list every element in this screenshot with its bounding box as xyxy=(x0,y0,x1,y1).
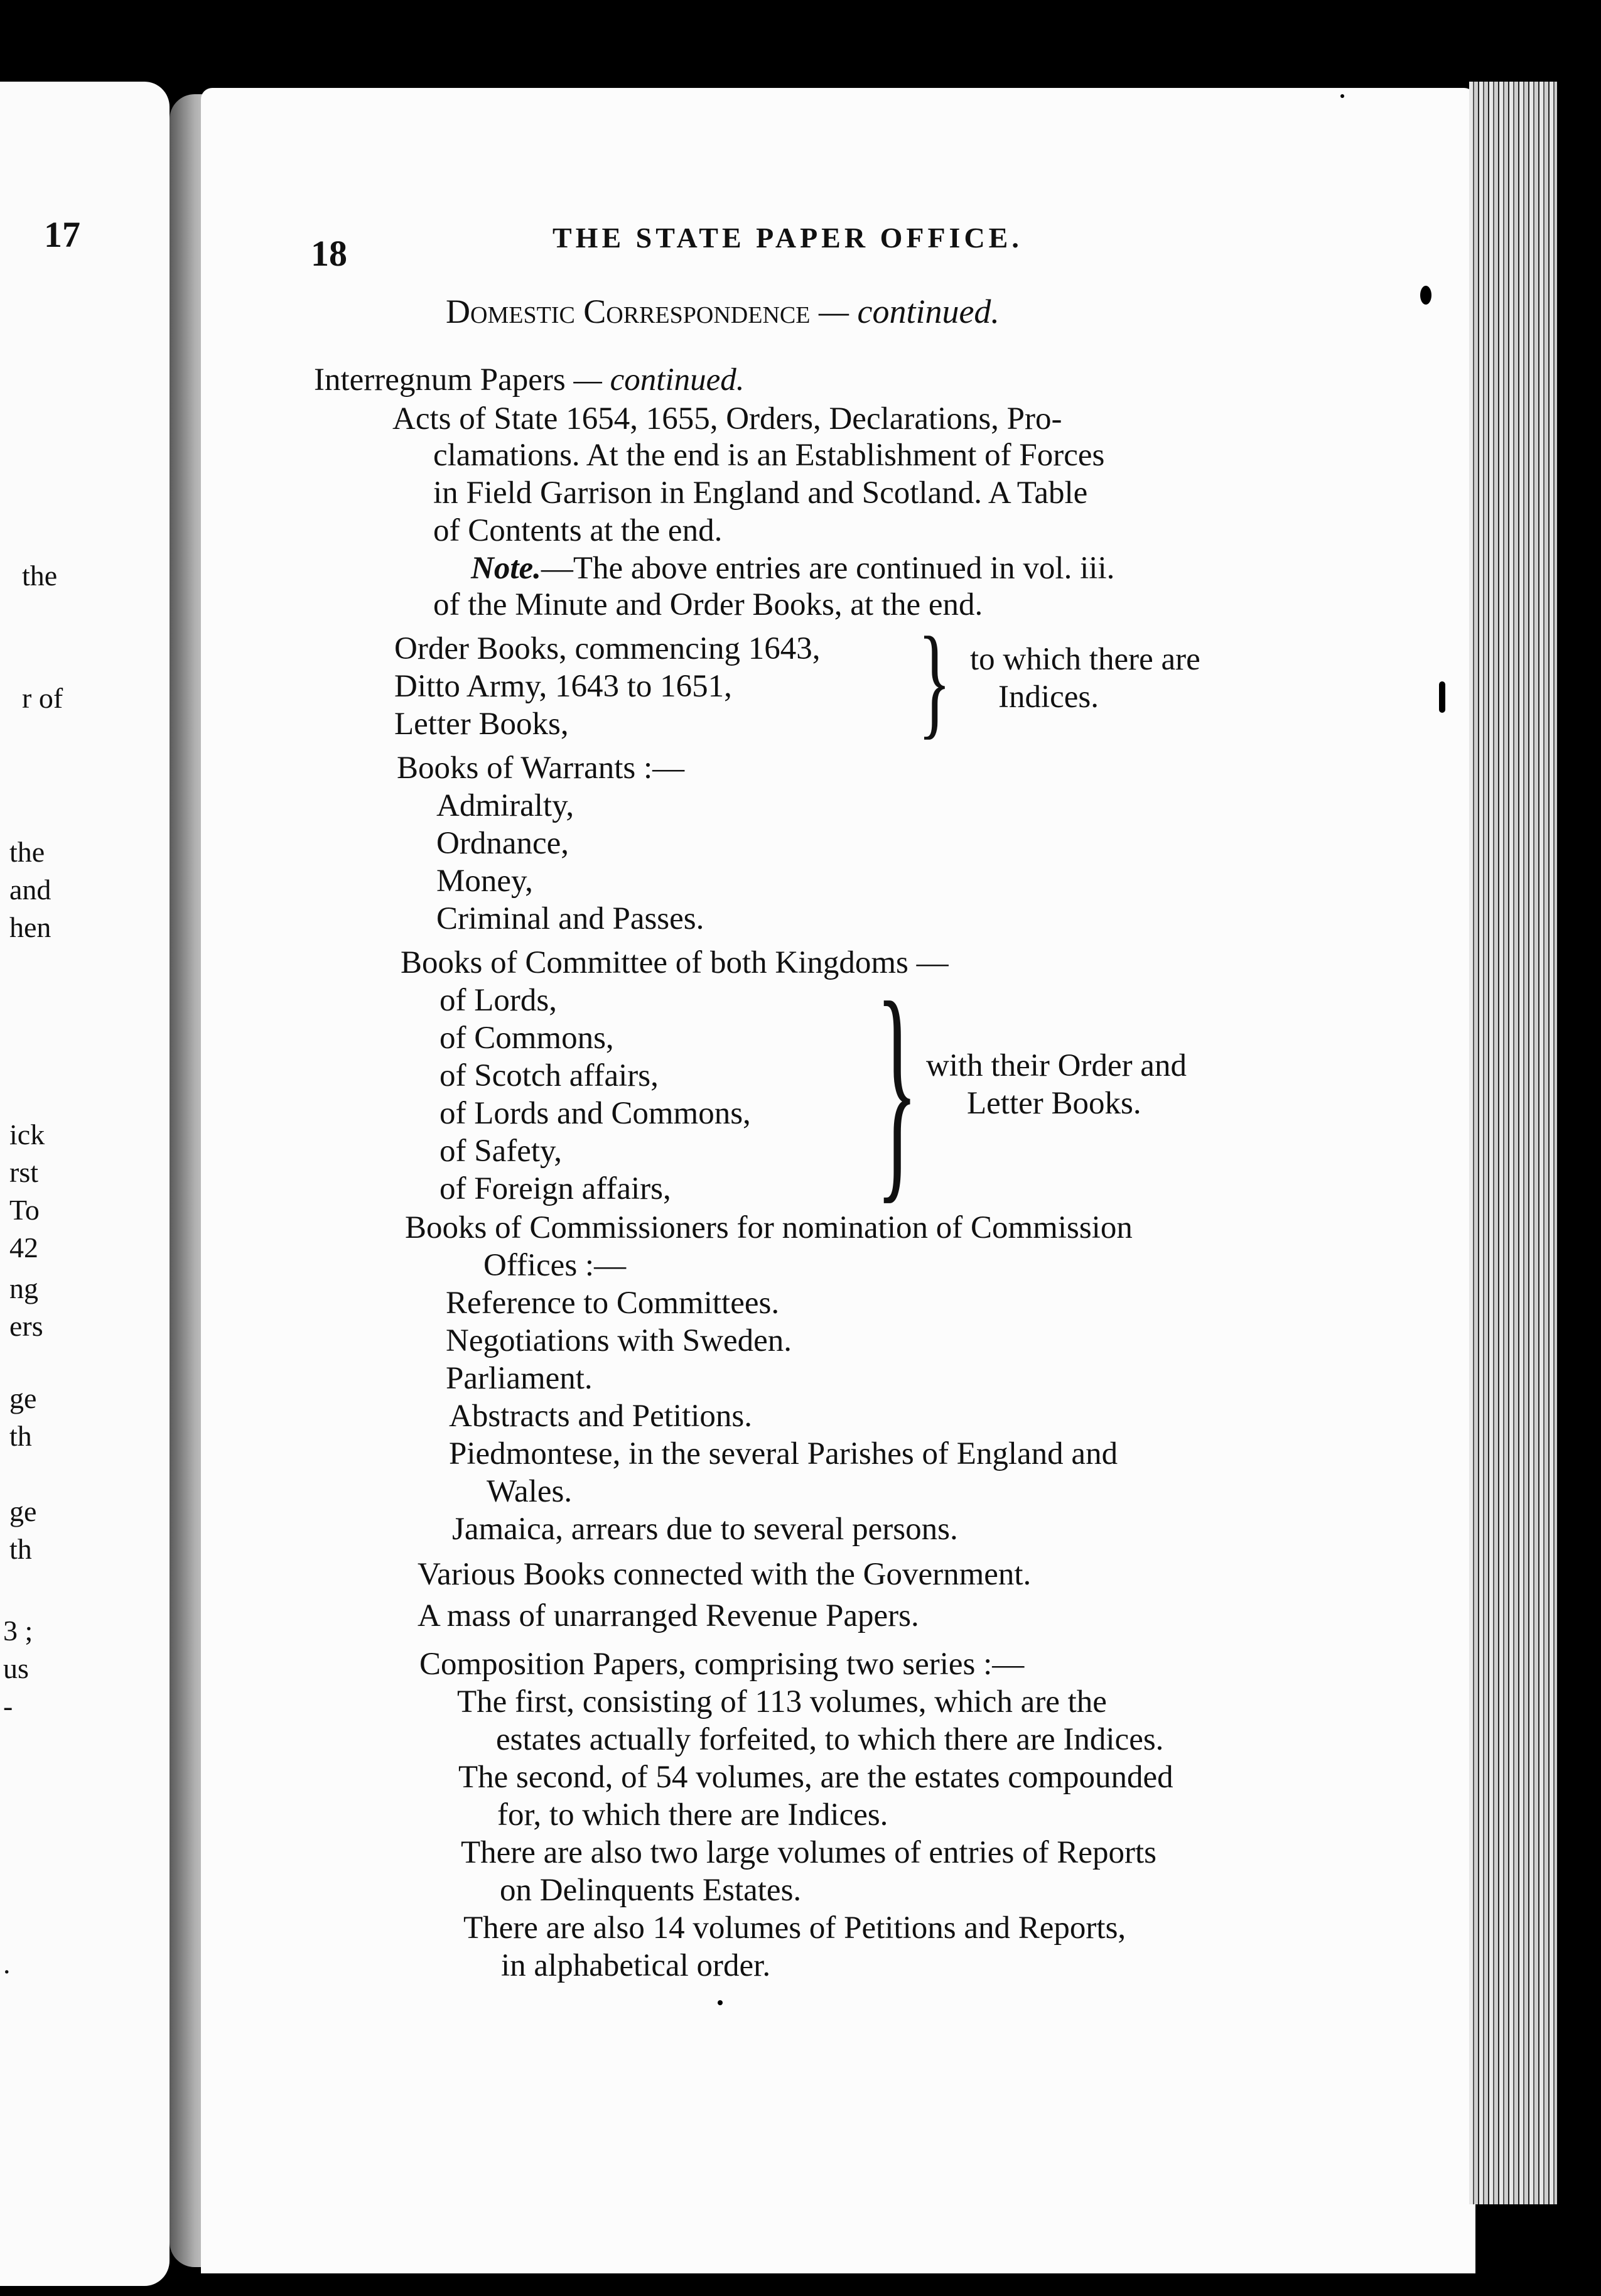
background-edge xyxy=(1557,82,1601,2296)
committee-item: of Lords, xyxy=(439,983,557,1018)
committee-brace-icon: } xyxy=(876,953,919,1225)
composition-item: The first, consisting of 113 volumes, which are the xyxy=(457,1684,1107,1719)
fragment: rst xyxy=(9,1156,38,1188)
acts-line: Acts of State 1654, 1655, Orders, Declarations, Pro- xyxy=(392,401,1062,436)
committee-heading: Books of Committee of both Kingdoms — xyxy=(401,945,949,980)
composition-item: The second, of 54 volumes, are the estates compounded xyxy=(458,1760,1173,1795)
various-books: Various Books connected with the Government. xyxy=(418,1557,1032,1592)
composition-item: in alphabetical order. xyxy=(501,1948,771,1983)
warrants-item: Admiralty, xyxy=(436,788,574,823)
sub-heading-continued: — continued. xyxy=(573,362,745,398)
order-books-line: Letter Books, xyxy=(394,707,569,742)
commissioners-heading: Books of Commissioners for nomination of Commission xyxy=(405,1210,1133,1245)
commissioners-item: Jamaica, arrears due to several persons. xyxy=(452,1512,958,1547)
order-books-line: Order Books, commencing 1643, xyxy=(394,631,821,666)
commissioners-item: Parliament. xyxy=(446,1361,593,1396)
fragment: r of xyxy=(22,682,63,714)
acts-line: of Contents at the end. xyxy=(433,513,723,548)
order-books-note: to which there are xyxy=(970,642,1200,677)
committee-item: of Safety, xyxy=(439,1134,562,1169)
ink-speck xyxy=(1340,94,1344,98)
composition-heading: Composition Papers, comprising two series :— xyxy=(419,1647,1025,1682)
fragment: hen xyxy=(9,911,51,943)
fragment: 3 ; xyxy=(3,1615,33,1647)
commissioners-item: Abstracts and Petitions. xyxy=(449,1399,753,1434)
sub-heading-text: Interregnum Papers xyxy=(314,362,566,398)
note-line-2: of the Minute and Order Books, at the end. xyxy=(433,587,983,622)
commissioners-item: Negotiations with Sweden. xyxy=(446,1323,792,1358)
warrants-item: Criminal and Passes. xyxy=(436,901,704,936)
page-number: 18 xyxy=(311,233,347,274)
revenue-papers: A mass of unarranged Revenue Papers. xyxy=(418,1598,919,1633)
committee-item: of Lords and Commons, xyxy=(439,1096,751,1131)
fragment: the xyxy=(9,836,45,868)
fragment: ge xyxy=(9,1382,37,1414)
commissioners-item: Wales. xyxy=(487,1474,573,1509)
ink-speck xyxy=(1420,286,1431,305)
composition-item: on Delinquents Estates. xyxy=(500,1873,802,1908)
committee-item: of Scotch affairs, xyxy=(439,1058,659,1093)
note-text: —The above entries are continued in vol. iii. xyxy=(541,551,1115,586)
sub-heading xyxy=(314,364,745,396)
warrants-item: Ordnance, xyxy=(436,826,569,861)
ink-speck xyxy=(1439,681,1445,713)
acts-line: clamations. At the end is an Establishment of Forces xyxy=(433,438,1105,473)
committee-item: of Commons, xyxy=(439,1021,614,1056)
fragment: the xyxy=(22,560,58,592)
note-line xyxy=(471,553,1114,585)
committee-note: Letter Books. xyxy=(967,1086,1141,1121)
page-edges xyxy=(1469,82,1563,2204)
composition-item: for, to which there are Indices. xyxy=(497,1797,888,1833)
order-books-line: Ditto Army, 1643 to 1651, xyxy=(394,669,732,704)
warrants-item: Money, xyxy=(436,864,533,899)
committee-note: with their Order and xyxy=(926,1048,1187,1083)
fragment: and xyxy=(9,874,51,906)
fragment: ers xyxy=(9,1310,43,1342)
warrants-heading: Books of Warrants :— xyxy=(397,750,685,786)
commissioners-item: Piedmontese, in the several Parishes of England and xyxy=(449,1436,1118,1471)
composition-item: There are also 14 volumes of Petitions and Reports, xyxy=(463,1910,1126,1946)
section-title-text: Domestic Correspondence xyxy=(446,293,811,330)
fragment: th xyxy=(9,1533,32,1565)
order-books-note: Indices. xyxy=(998,680,1099,715)
ink-speck xyxy=(718,2000,723,2005)
note-label: Note. xyxy=(471,551,541,586)
commissioners-item: Reference to Committees. xyxy=(446,1286,780,1321)
fragment: - xyxy=(3,1690,13,1722)
fragment: ge xyxy=(9,1495,37,1527)
commissioners-heading-2: Offices :— xyxy=(483,1248,627,1283)
section-title xyxy=(446,292,1000,331)
running-head: THE STATE PAPER OFFICE. xyxy=(553,222,1023,254)
composition-item: There are also two large volumes of entries of Reports xyxy=(461,1835,1156,1870)
section-continued: — continued. xyxy=(818,293,1000,330)
fragment: . xyxy=(3,1947,11,1979)
brace-right: } xyxy=(918,612,951,750)
composition-item: estates actually forfeited, to which there are Indices. xyxy=(496,1722,1164,1757)
committee-item: of Foreign affairs, xyxy=(439,1171,671,1206)
acts-line: in Field Garrison in England and Scotland. A Table xyxy=(433,475,1088,511)
left-page-number: 17 xyxy=(44,214,80,255)
fragment: us xyxy=(3,1652,29,1684)
fragment: 42 xyxy=(9,1232,38,1264)
fragment: ick xyxy=(9,1118,45,1151)
fragment: ng xyxy=(9,1272,38,1304)
fragment: th xyxy=(9,1420,32,1452)
fragment: To xyxy=(9,1194,40,1226)
